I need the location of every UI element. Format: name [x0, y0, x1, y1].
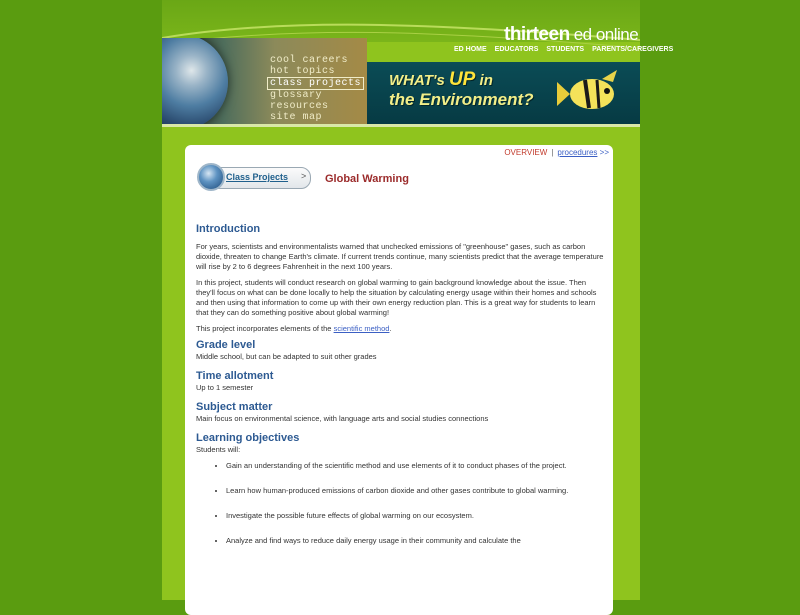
side-item-hot-topics[interactable]: hot topics [270, 66, 336, 77]
brand-bold: thirteen [504, 24, 570, 45]
chevron-right-icon: > [301, 171, 307, 181]
header-divider [162, 124, 640, 127]
environment-banner[interactable] [367, 62, 640, 125]
list-item: • Gain an understanding of the scientific method and use elements of it to conduct phases of the project. [226, 461, 604, 471]
article-body [196, 223, 604, 546]
side-item-resources[interactable]: resources [270, 101, 329, 112]
top-nav [454, 46, 681, 53]
topnav-parents[interactable]: PARENTS/CAREGIVERS [592, 46, 674, 53]
topnav-students[interactable]: STUDENTS [546, 46, 585, 53]
breadcrumb [504, 148, 609, 157]
banner-up: UP [448, 69, 476, 90]
list-item: • Learn how human-produced emissions of carbon dioxide and other gases contribute to global warming. [226, 486, 604, 496]
list-item: • Analyze and find ways to reduce daily energy usage in their community and calculate the [226, 536, 604, 546]
intro-paragraph-2: In this project, students will conduct research on global warming to gain background knowledge about the issue. Then they'll focus on what can be done locally to help the situation by calculating energy usage within their homes and schools and then using that information to come up with their own energy reduction plan. This is a great way for students to learn that they can do something positive about global warming! [196, 278, 597, 317]
objectives-intro: Students will: [196, 445, 241, 454]
brand-light: ed online [573, 25, 639, 44]
topnav-educators[interactable]: EDUCATORS [494, 46, 539, 53]
banner-title [389, 70, 534, 109]
brand-logo[interactable] [504, 24, 638, 46]
grade-level-heading: Grade level [196, 339, 256, 351]
intro-paragraph-3 [196, 324, 604, 334]
time-allotment-text: Up to 1 semester [196, 383, 254, 392]
banner-whats: WHAT's [389, 72, 445, 89]
learning-objectives-heading: Learning objectives [196, 432, 300, 444]
subject-matter-text: Main focus on environmental science, with language arts and social studies connections [196, 414, 489, 423]
globe-icon [197, 163, 225, 191]
scientific-method-link[interactable]: scientific method [333, 324, 390, 333]
class-projects-button[interactable] [197, 163, 309, 193]
banner-the: the [389, 90, 415, 109]
side-item-class-projects[interactable]: class projects [267, 77, 364, 90]
intro-p3-prefix: This project incorporates elements of the [196, 324, 332, 333]
intro-paragraph-1: For years, scientists and environmentalists warned that unchecked emissions of "greenhouse" gases, such as carbon dioxide, threaten to change Earth's climate. If current trends continue, many scientists predict that the average temperature will rise by 2 to 6 degrees Fahrenheit in the next 100 years. [196, 242, 604, 271]
list-item: • Investigate the possible future effects of global warming on our ecosystem. [226, 511, 604, 521]
objectives-list [196, 461, 604, 546]
grade-level-text: Middle school, but can be adapted to suit other grades [196, 352, 377, 361]
topnav-ed-home[interactable]: ED HOME [454, 46, 487, 53]
side-menu [270, 55, 364, 123]
introduction-heading: Introduction [196, 223, 261, 235]
site-container [162, 0, 674, 600]
breadcrumb-separator: | [551, 148, 554, 157]
class-projects-label: Class Projects [226, 172, 289, 182]
banner-environment: Environment? [419, 90, 534, 109]
double-arrow-icon: >> [599, 148, 609, 157]
content-card [185, 145, 613, 615]
side-item-glossary[interactable]: glossary [270, 90, 323, 101]
side-item-site-map[interactable]: site map [270, 112, 323, 123]
breadcrumb-overview: OVERVIEW [504, 148, 548, 157]
breadcrumb-procedures-link[interactable]: procedures [557, 148, 598, 157]
side-item-cool-careers[interactable]: cool careers [270, 55, 349, 66]
earth-globe-image [162, 38, 228, 125]
time-allotment-heading: Time allotment [196, 370, 274, 382]
fish-icon [557, 68, 627, 118]
intro-p3-suffix: . [389, 324, 392, 333]
side-nav-panel [162, 38, 367, 125]
page-title: Global Warming [325, 173, 409, 185]
banner-in: in [479, 72, 493, 89]
subject-matter-heading: Subject matter [196, 401, 273, 413]
